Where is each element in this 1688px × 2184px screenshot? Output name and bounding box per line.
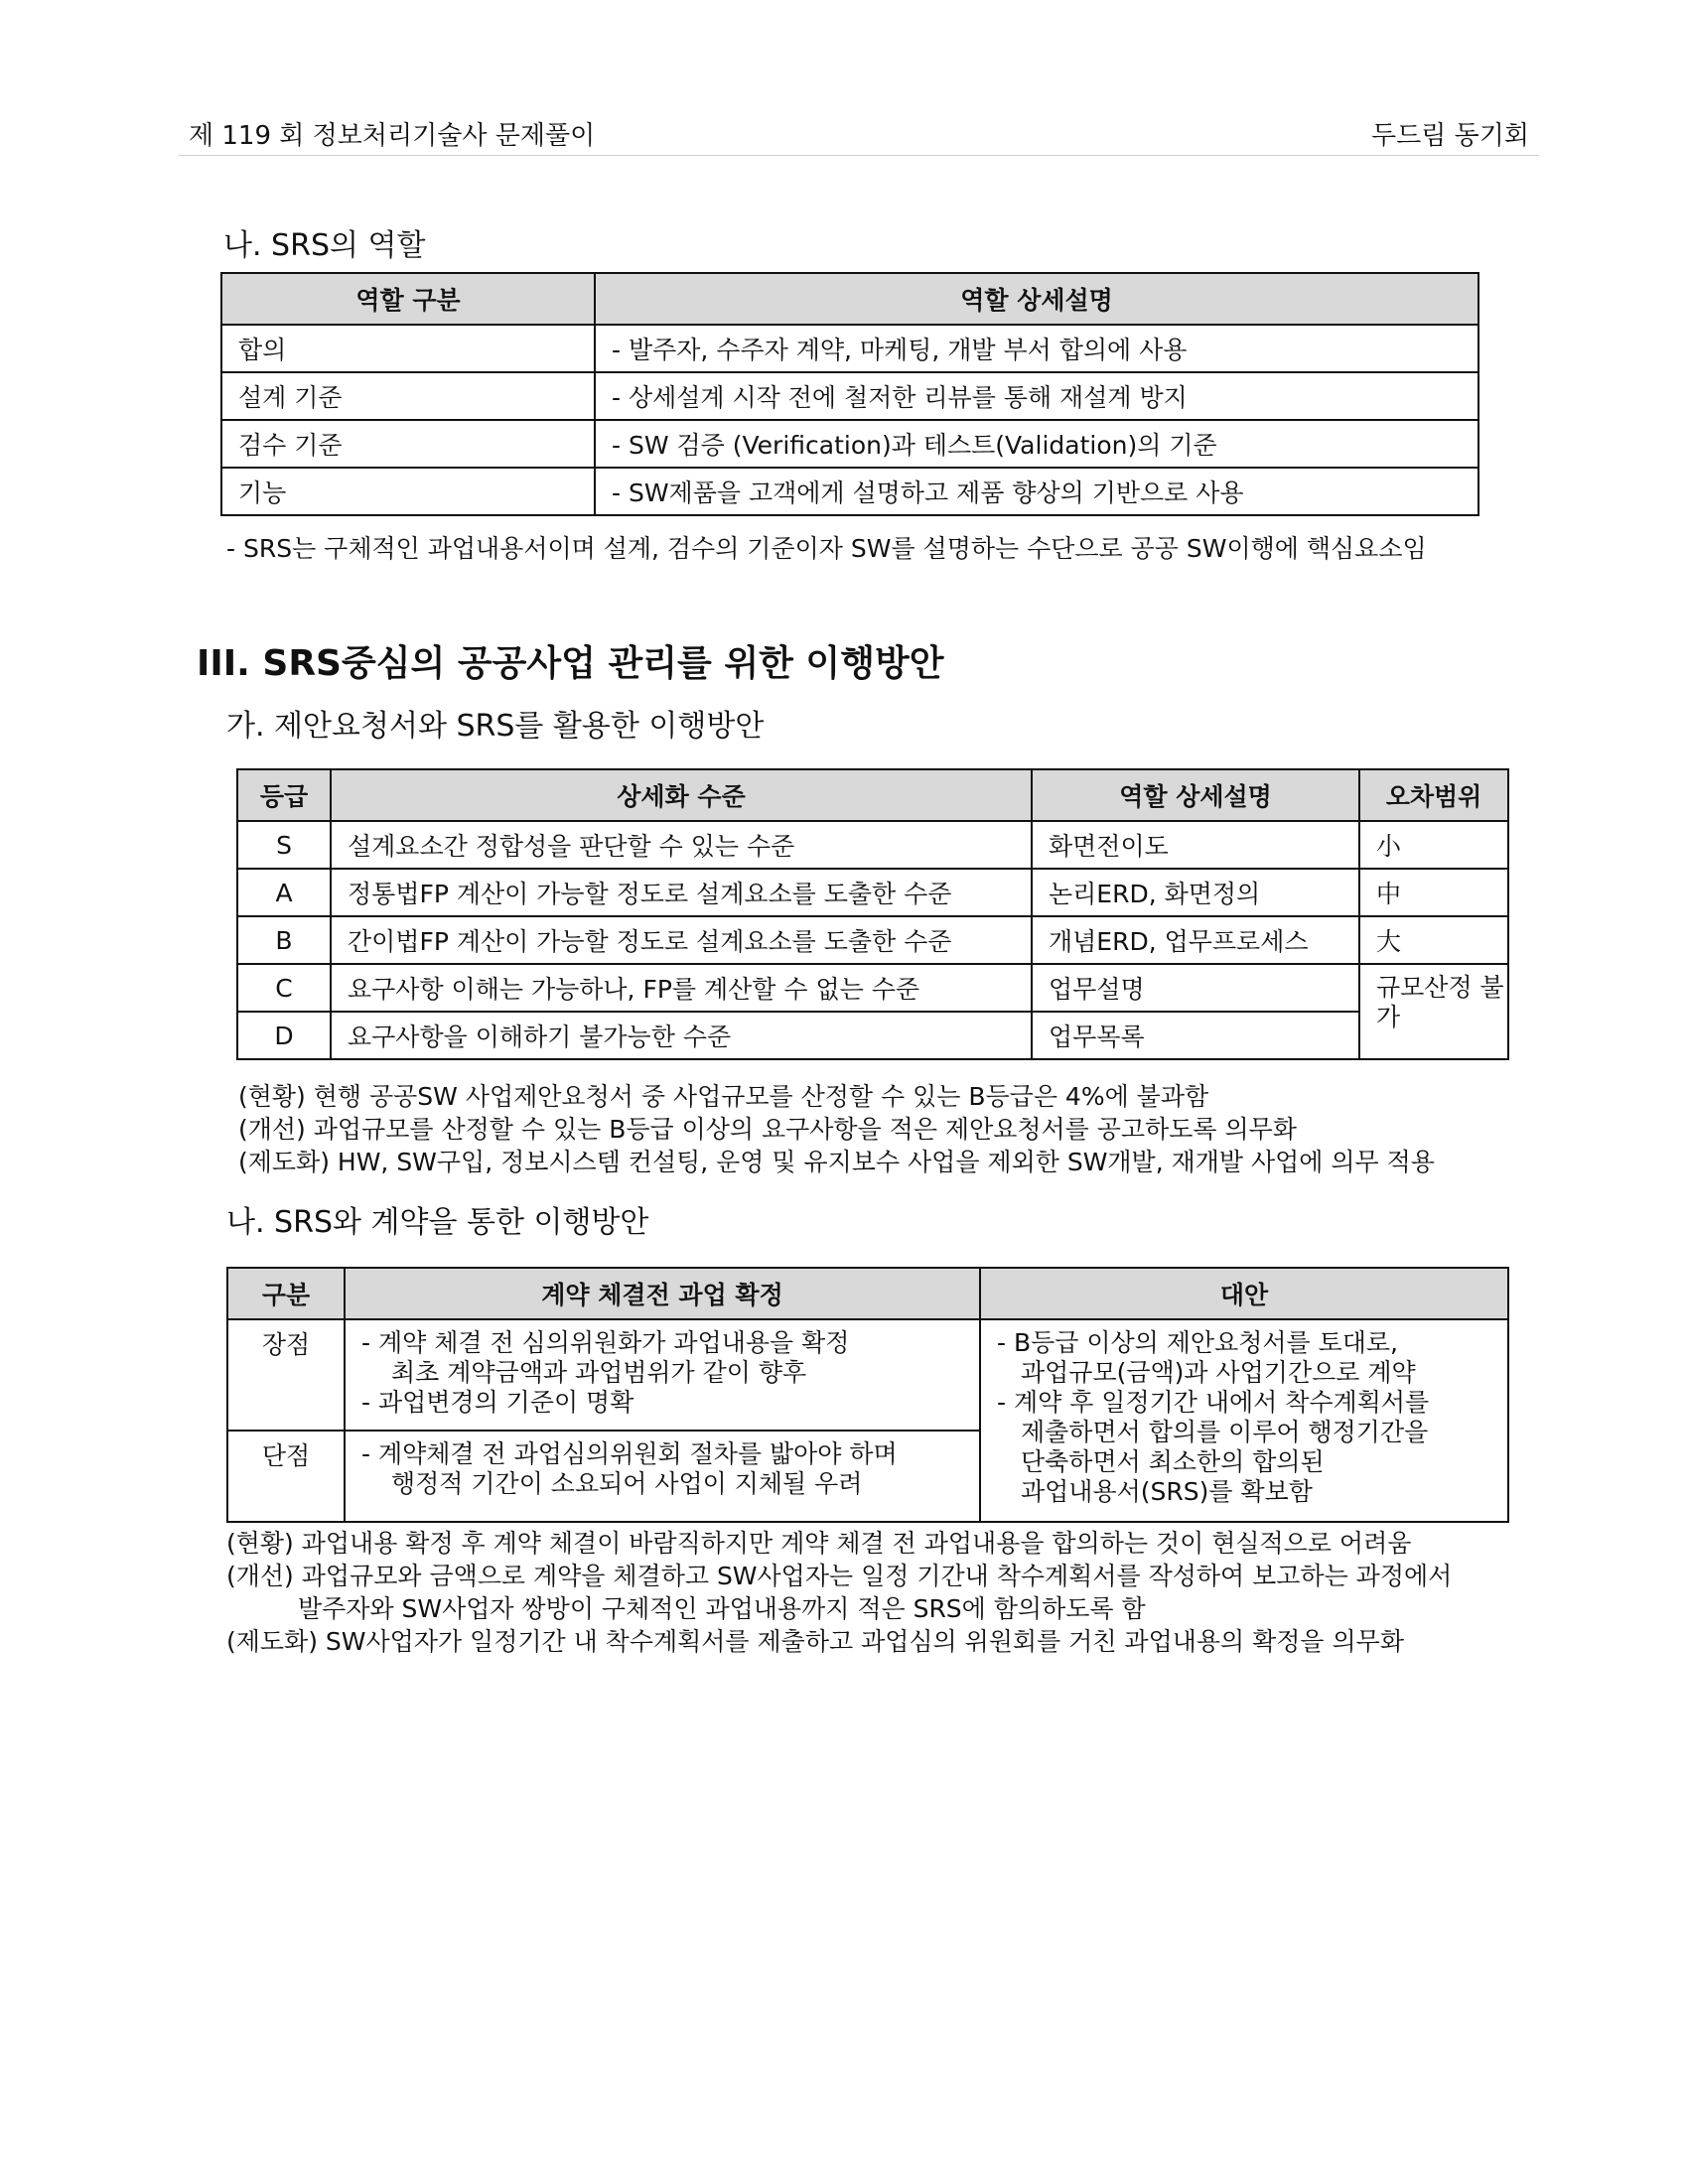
column-header: 대안 bbox=[980, 1268, 1508, 1319]
grade-cell: B bbox=[237, 916, 331, 964]
table-header-row bbox=[227, 1268, 1508, 1319]
list-item: 과업규모(금액)과 사업기간으로 계약 bbox=[1021, 1358, 1416, 1387]
note-line: (현황) 현행 공공SW 사업제안요청서 중 사업규모를 산정할 수 있는 B등급은 4%에 불과함 bbox=[238, 1082, 1209, 1111]
note-line: (제도화) HW, SW구입, 정보시스템 컨설팅, 운영 및 유지보수 사업을 제외한 SW개발, 재개발 사업에 의무 적용 bbox=[238, 1148, 1435, 1176]
list-item: 제출하면서 합의를 이루어 행정기간을 bbox=[1021, 1418, 1429, 1446]
column-header: 역할 상세설명 bbox=[1032, 769, 1359, 821]
column-header: 오차범위 bbox=[1359, 769, 1508, 821]
cons-label: 단점 bbox=[227, 1431, 345, 1522]
contract-notes bbox=[226, 1527, 1452, 1658]
grade-cell: C bbox=[237, 964, 331, 1012]
table-row bbox=[237, 964, 1508, 1012]
table-header-row bbox=[237, 769, 1508, 821]
description-cell: - 상세설계 시작 전에 철저한 리뷰를 통해 재설계 방지 bbox=[595, 372, 1478, 420]
list-item: - 계약 체결 전 심의위원화가 과업내용을 확정 bbox=[361, 1328, 850, 1357]
note-line: (현황) 과업내용 확정 후 계약 체결이 바람직하지만 계약 체결 전 과업내용을 합의하는 것이 현실적으로 어려움 bbox=[226, 1529, 1412, 1558]
rfp-subheading: 가. 제안요청서와 SRS를 활용한 이행방안 bbox=[226, 709, 765, 744]
page-header bbox=[179, 107, 1539, 156]
column-header: 등급 bbox=[237, 769, 331, 821]
role-cell: 업무설명 bbox=[1032, 964, 1359, 1012]
table-row bbox=[221, 372, 1478, 420]
role-cell: 검수 기준 bbox=[221, 420, 595, 468]
role-cell: 업무목록 bbox=[1032, 1012, 1359, 1059]
table-row bbox=[221, 325, 1478, 372]
detail-level-cell: 요구사항을 이해하기 불가능한 수준 bbox=[331, 1012, 1032, 1059]
list-item: - 과업변경의 기준이 명확 bbox=[361, 1388, 634, 1417]
cons-cell bbox=[345, 1431, 980, 1522]
column-header: 역할 상세설명 bbox=[595, 273, 1478, 325]
header-author: 두드림 동기회 bbox=[1371, 121, 1529, 151]
note-line: (제도화) SW사업자가 일정기간 내 착수계획서를 제출하고 과업심의 위원회를 거친 과업내용의 확정을 의무화 bbox=[226, 1627, 1404, 1656]
column-header: 역할 구분 bbox=[221, 273, 595, 325]
srs-role-note: - SRS는 구체적인 과업내용서이며 설계, 검수의 기준이자 SW를 설명하는 수단으로 공공 SW이행에 핵심요소임 bbox=[226, 534, 1427, 563]
contract-table bbox=[226, 1267, 1509, 1523]
note-line: (개선) 과업규모를 산정할 수 있는 B등급 이상의 요구사항을 적은 제안요청서를 공고하도록 의무화 bbox=[238, 1115, 1297, 1144]
role-cell: 합의 bbox=[221, 325, 595, 372]
list-item: 과업내용서(SRS)를 확보함 bbox=[1021, 1477, 1313, 1506]
list-item: - B등급 이상의 제안요청서를 토대로, bbox=[997, 1328, 1399, 1357]
description-cell: - SW제품을 고객에게 설명하고 제품 향상의 기반으로 사용 bbox=[595, 468, 1478, 515]
table-row bbox=[237, 821, 1508, 869]
table-header-row bbox=[221, 273, 1478, 325]
detail-level-cell: 간이법FP 계산이 가능할 정도로 설계요소를 도출한 수준 bbox=[331, 916, 1032, 964]
srs-role-subheading: 나. SRS의 역할 bbox=[223, 228, 426, 263]
table-row bbox=[237, 1012, 1508, 1059]
error-range-cell: 규모산정 불가 bbox=[1359, 964, 1508, 1059]
detail-level-cell: 요구사항 이해는 가능하나, FP를 계산할 수 없는 수준 bbox=[331, 964, 1032, 1012]
table-row bbox=[237, 869, 1508, 916]
section-heading: III. SRS중심의 공공사업 관리를 위한 이행방안 bbox=[197, 643, 944, 684]
list-item: - 계약 후 일정기간 내에서 착수계획서를 bbox=[997, 1388, 1430, 1417]
role-cell: 개념ERD, 업무프로세스 bbox=[1032, 916, 1359, 964]
table-row bbox=[227, 1319, 1508, 1431]
column-header: 구분 bbox=[227, 1268, 345, 1319]
error-range-cell: 小 bbox=[1359, 821, 1508, 869]
table-row bbox=[221, 420, 1478, 468]
note-line: 발주자와 SW사업자 쌍방이 구체적인 과업내용까지 적은 SRS에 함의하도록 함 bbox=[298, 1594, 1146, 1623]
rfp-notes bbox=[238, 1080, 1435, 1178]
alternative-cell bbox=[980, 1319, 1508, 1522]
column-header: 상세화 수준 bbox=[331, 769, 1032, 821]
srs-role-table bbox=[220, 272, 1479, 516]
role-cell: 설계 기준 bbox=[221, 372, 595, 420]
role-cell: 기능 bbox=[221, 468, 595, 515]
column-header: 계약 체결전 과업 확정 bbox=[345, 1268, 980, 1319]
error-range-cell: 中 bbox=[1359, 869, 1508, 916]
detail-level-cell: 정통법FP 계산이 가능할 정도로 설계요소를 도출한 수준 bbox=[331, 869, 1032, 916]
list-item: 행정적 기간이 소요되어 사업이 지체될 우려 bbox=[391, 1469, 863, 1498]
grade-cell: D bbox=[237, 1012, 331, 1059]
pros-cell bbox=[345, 1319, 980, 1431]
contract-subheading: 나. SRS와 계약을 통한 이행방안 bbox=[226, 1205, 649, 1240]
error-range-cell: 大 bbox=[1359, 916, 1508, 964]
role-cell: 화면전이도 bbox=[1032, 821, 1359, 869]
table-row bbox=[237, 916, 1508, 964]
list-item: - 계약체결 전 과업심의위원회 절차를 밟아야 하며 bbox=[361, 1439, 898, 1468]
header-title: 제 119 회 정보처리기술사 문제풀이 bbox=[189, 121, 596, 151]
grade-cell: A bbox=[237, 869, 331, 916]
detail-level-cell: 설계요소간 정합성을 판단할 수 있는 수준 bbox=[331, 821, 1032, 869]
grade-cell: S bbox=[237, 821, 331, 869]
note-line: (개선) 과업규모와 금액으로 계약을 체결하고 SW사업자는 일정 기간내 착수계획서를 작성하여 보고하는 과정에서 bbox=[226, 1562, 1453, 1590]
pros-label: 장점 bbox=[227, 1319, 345, 1431]
table-row bbox=[221, 468, 1478, 515]
role-cell: 논리ERD, 화면정의 bbox=[1032, 869, 1359, 916]
description-cell: - SW 검증 (Verification)과 테스트(Validation)의 기준 bbox=[595, 420, 1478, 468]
grade-table bbox=[236, 768, 1509, 1060]
list-item: 단축하면서 최소한의 합의된 bbox=[1021, 1447, 1325, 1476]
list-item: 최초 계약금액과 과업범위가 같이 향후 bbox=[391, 1358, 807, 1387]
description-cell: - 발주자, 수주자 계약, 마케팅, 개발 부서 합의에 사용 bbox=[595, 325, 1478, 372]
